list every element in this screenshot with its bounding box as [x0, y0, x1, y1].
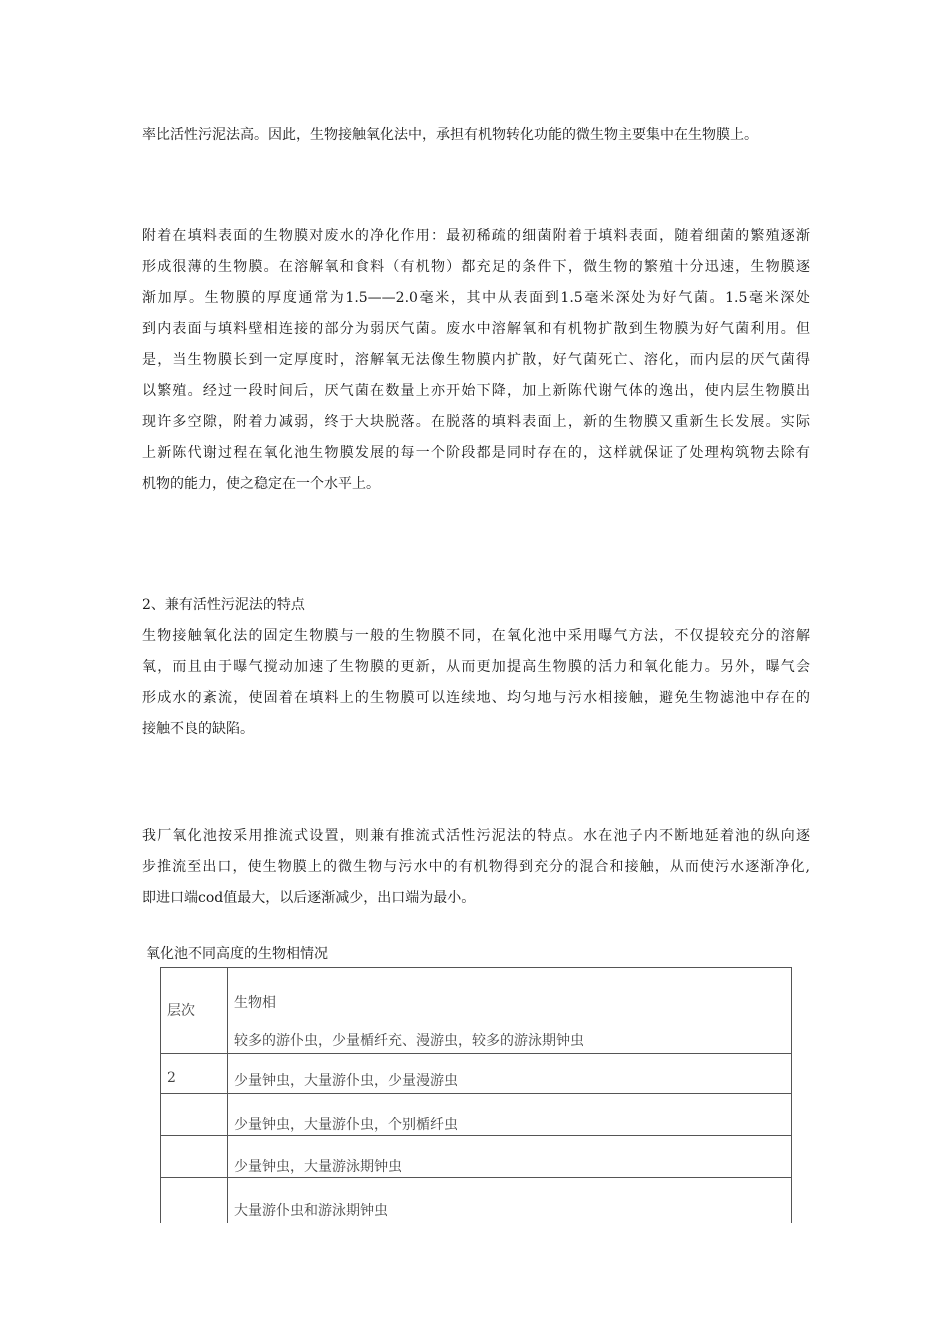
- text-line: 即进口端cod值最大，以后逐渐减少，出口端为最小。: [142, 890, 476, 906]
- cell-biophase: 大量游仆虫和游泳期钟虫: [234, 1203, 388, 1219]
- cell-layer: [167, 1178, 227, 1192]
- table-row: [161, 1136, 792, 1178]
- header-layer: 层次: [167, 1003, 195, 1019]
- table-cell: [161, 1136, 228, 1178]
- text-line: 以繁殖。经过一段时间后，厌气菌在数量上亦开始下降，加上新陈代谢气体的逸出，使内层生物膜出: [142, 383, 810, 399]
- table-cell: [228, 968, 792, 1054]
- text-line: 生物接触氧化法的固定生物膜与一般的生物膜不同，在氧化池中采用曝气方法，不仅提较充分的溶解: [142, 628, 810, 644]
- cell-biophase: 少量钟虫，大量游仆虫，少量漫游虫: [234, 1073, 458, 1089]
- cell-layer: [167, 1136, 227, 1150]
- table-row: [161, 1054, 792, 1094]
- text-line: 现许多空隙，附着力减弱，终于大块脱落。在脱落的填料表面上，新的生物膜又重新生长发展。实际: [142, 414, 810, 430]
- text-line: 接触不良的缺陷。: [142, 721, 254, 737]
- text-line: 上新陈代谢过程在氧化池生物膜发展的每一个阶段都是同时存在的，这样就保证了处理构筑物去除有: [142, 445, 810, 461]
- table-cell: [161, 1178, 228, 1223]
- biophase-table: [160, 967, 792, 1223]
- table-caption: 氧化池不同高度的生物相情况: [146, 946, 328, 962]
- text-line: 氧，而且由于曝气搅动加速了生物膜的更新，从而更加提高生物膜的活力和氧化能力。另外，曝气会: [142, 659, 810, 675]
- text-line: 我厂氧化池按采用推流式设置，则兼有推流式活性污泥法的特点。水在池子内不断地延着池的纵向逐: [142, 828, 810, 844]
- cell-layer: [167, 1094, 227, 1108]
- text-line: 到内表面与填料壁相连接的部分为弱厌气菌。废水中溶解氧和有机物扩散到生物膜为好气菌利用。但: [142, 321, 810, 337]
- table-cell: [228, 1054, 792, 1094]
- table-row: [161, 968, 792, 1054]
- cell-layer: 2: [167, 1070, 176, 1086]
- text-line: 步推流至出口，使生物膜上的微生物与污水中的有机物得到充分的混合和接触，从而使污水逐渐净化,: [142, 859, 810, 875]
- cell-biophase: 少量钟虫，大量游仆虫，个别楯纤虫: [234, 1117, 458, 1133]
- paragraph-biofilm-purification: [142, 221, 810, 500]
- text-line: 形成水的紊流，使固着在填料上的生物膜可以连续地、均匀地与污水相接触，避免生物滤池中存在的: [142, 690, 810, 706]
- text-line: 率比活性污泥法高。因此，生物接触氧化法中，承担有机物转化功能的微生物主要集中在生物膜上。: [142, 127, 758, 143]
- table-cell: [161, 1054, 228, 1094]
- table-cell: [228, 1178, 792, 1223]
- text-line: 渐加厚。生物膜的厚度通常为1.5——2.0毫米，其中从表面到1.5毫米深处为好气菌。1.5毫米深处: [142, 290, 810, 306]
- table-row: [161, 1094, 792, 1136]
- text-line: 形成很薄的生物膜。在溶解氧和食料（有机物）都充足的条件下，微生物的繁殖十分迅速，生物膜逐: [142, 259, 810, 275]
- table-cell: [161, 968, 228, 1054]
- section-heading: [142, 590, 810, 621]
- table-cell: [161, 1094, 228, 1136]
- paragraph-activated-sludge-features: [142, 621, 810, 745]
- text-line: 是，当生物膜长到一定厚度时，溶解氧无法像生物膜内扩散，好气菌死亡、溶化，而内层的厌气菌得: [142, 352, 810, 368]
- text-line: 附着在填料表面的生物膜对废水的净化作用：最初稀疏的细菌附着于填料表面，随着细菌的繁殖逐渐: [142, 228, 810, 244]
- paragraph-plug-flow: [142, 821, 810, 914]
- text-line: 机物的能力，使之稳定在一个水平上。: [142, 476, 380, 492]
- table-cell: [228, 1136, 792, 1178]
- paragraph-1: [142, 120, 810, 151]
- heading-text: 2、兼有活性污泥法的特点: [142, 597, 305, 613]
- header-biophase: 生物相: [234, 995, 276, 1011]
- cell-biophase: 少量钟虫，大量游泳期钟虫: [234, 1159, 402, 1175]
- cell-biophase: 较多的游仆虫，少量楯纤充、漫游虫，较多的游泳期钟虫: [234, 1033, 584, 1049]
- table-cell: [228, 1094, 792, 1136]
- table-row: [161, 1178, 792, 1223]
